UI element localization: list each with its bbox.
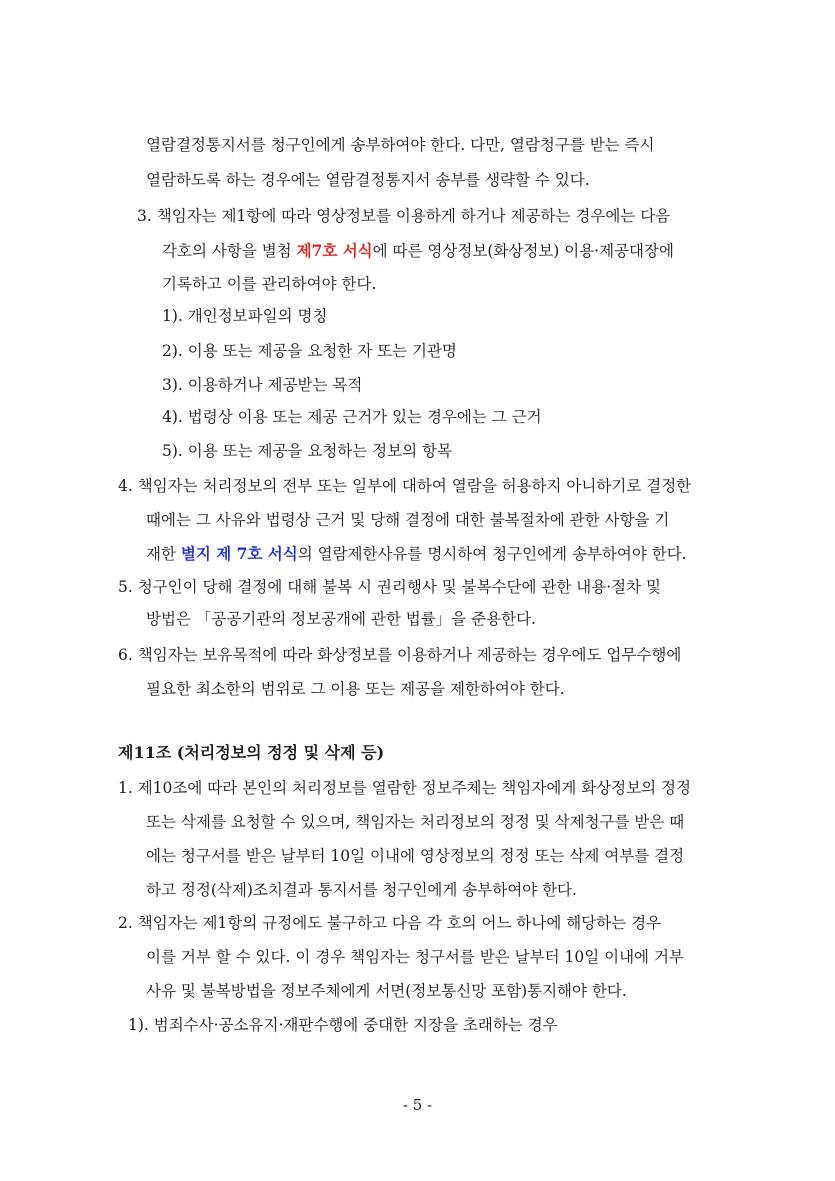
clause-4-line: 때에는 그 사유와 법령상 근거 및 당해 결정에 대한 불복절차에 관한 사항을 기 [146,511,670,529]
clause-5-line: 5. 청구인이 당해 결정에 대해 불복 시 권리행사 및 불복수단에 관한 내용·절차 및 [118,578,662,596]
list-item: 1). 개인정보파일의 명칭 [162,307,328,325]
article-1-line: 1. 제10조에 따라 본인의 처리정보를 열람한 정보주체는 책임자에게 화상정보의 정정 [118,779,691,797]
clause-5-line: 방법은 「공공기관의 정보공개에 관한 법률」을 준용한다. [146,610,536,628]
section-heading: 제11조 (처리정보의 정정 및 삭제 등) [118,743,385,762]
article-2-line: 사유 및 불복방법을 정보주체에게 서면(정보통신망 포함)통지해야 한다. [146,982,627,1000]
clause-3-line: 3. 책임자는 제1항에 따라 영상정보를 이용하게 하거나 제공하는 경우에는 다음 [137,207,671,225]
article-2-line: 2. 책임자는 제1항의 규정에도 불구하고 다음 각 호의 어느 하나에 해당하는 경우 [118,914,662,932]
article-2-line: 이를 거부 할 수 있다. 이 경우 책임자는 청구서를 받은 날부터 10일 이내에 거부 [146,948,684,966]
clause-6-line: 6. 책임자는 보유목적에 따라 화상정보를 이용하거나 제공하는 경우에도 업무수행에 [118,646,682,664]
clause-3-line: 기록하고 이를 관리하여야 한다. [162,275,377,293]
form-reference-red: 제7호 서식 [296,241,373,260]
paragraph-line: 열람하도록 하는 경우에는 열람결정통지서 송부를 생략할 수 있다. [146,171,590,189]
text-span: 각호의 사항을 별첨 [162,242,297,260]
list-item: 3). 이용하거나 제공받는 목적 [162,376,363,394]
text-span: 재한 [146,545,181,563]
page-number: - 5 - [402,1096,433,1114]
paragraph-line: 열람결정통지서를 청구인에게 송부하여야 한다. 다만, 열람청구를 받는 즉시 [146,136,655,154]
clause-3-line [162,240,674,262]
clause-4-line: 4. 책임자는 처리정보의 전부 또는 일부에 대하여 열람을 허용하지 아니하기로 결정한 [118,477,692,495]
form-reference-blue: 별지 제 7호 서식 [180,544,298,563]
list-item: 5). 이용 또는 제공을 요청하는 정보의 항목 [162,442,452,460]
list-item: 2). 이용 또는 제공을 요청한 자 또는 기관명 [162,342,457,360]
clause-4-line [146,543,687,565]
article-1-line: 하고 정정(삭제)조치결과 통지서를 청구인에게 송부하여야 한다. [146,881,577,899]
list-item: 1). 범죄수사·공소유지·재판수행에 중대한 지장을 초래하는 경우 [128,1016,558,1034]
text-span: 의 열람제한사유를 명시하여 청구인에게 송부하여야 한다. [297,545,687,563]
article-1-line: 또는 삭제를 요청할 수 있으며, 책임자는 처리정보의 정정 및 삭제청구를 받은 때 [146,813,685,831]
text-span: 에 따른 영상정보(화상정보) 이용·제공대장에 [372,242,674,260]
list-item: 4). 법령상 이용 또는 제공 근거가 있는 경우에는 그 근거 [162,408,542,426]
clause-6-line: 필요한 최소한의 범위로 그 이용 또는 제공을 제한하여야 한다. [146,680,565,698]
article-1-line: 에는 청구서를 받은 날부터 10일 이내에 영상정보의 정정 또는 삭제 여부를 결정 [146,847,685,865]
